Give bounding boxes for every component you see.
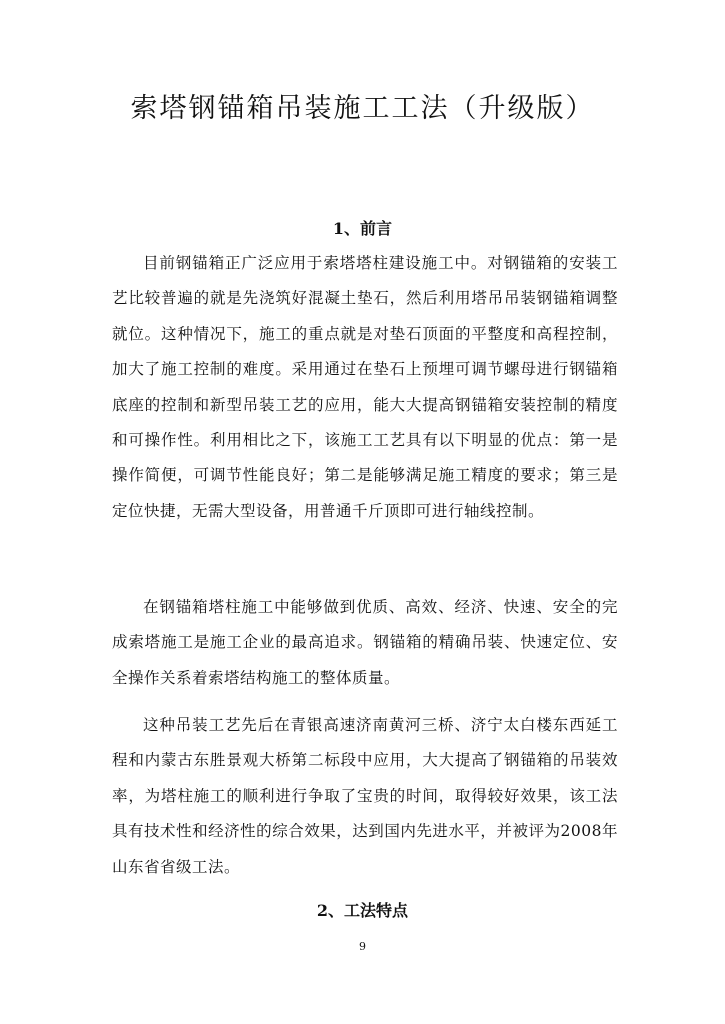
paragraph-3 [112, 708, 618, 885]
section-heading-preface: 1、前言 [332, 219, 393, 238]
paragraph-text: 在钢锚箱塔柱施工中能够做到优质、高效、经济、快速、安全的完成索塔施工是施工企业的最高追求。钢锚箱的精确吊装、快速定位、安全操作关系着索塔结构施工的整体质量。 [112, 598, 618, 687]
paragraph-2 [112, 590, 618, 696]
paragraph-1 [112, 246, 618, 529]
section-heading-features: 2、工法特点 [316, 901, 409, 920]
document-title: 索塔钢锚箱吊装施工工法（升级版） [130, 93, 595, 124]
paragraph-text: 目前钢锚箱正广泛应用于索塔塔柱建设施工中。对钢锚箱的安装工艺比较普遍的就是先浇筑好混凝土垫石，然后利用塔吊吊装钢锚箱调整就位。这种情况下，施工的重点就是对垫石顶面的平整度和高程控制，加大了施工控制的难度。采用通过在垫石上预埋可调节螺母进行钢锚箱底座的控制和新型吊装工艺的应用，能大大提高钢锚箱安装控制的精度和可操作性。利用相比之下，该施工工艺具有以下明显的优点：第一是操作简便，可调节性能良好；第二是能够满足施工精度的要求；第三是定位快捷，无需大型设备，用普通千斤顶即可进行轴线控制。 [112, 254, 618, 520]
paragraph-text: 这种吊装工艺先后在青银高速济南黄河三桥、济宁太白楼东西延工程和内蒙古东胜景观大桥第二标段中应用，大大提高了钢锚箱的吊装效率，为塔柱施工的顺利进行争取了宝贵的时间，取得较好效果，该工法具有技术性和经济性的综合效果，达到国内先进水平，并被评为2008年山东省省级工法。 [112, 716, 618, 876]
page-number: 9 [359, 940, 366, 953]
